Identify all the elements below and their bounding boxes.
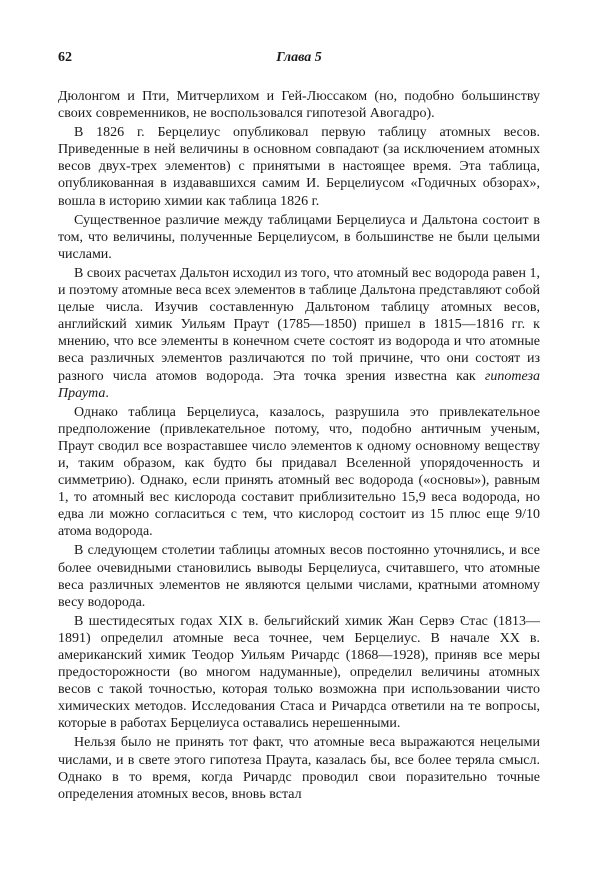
prout-hypothesis-term: гипотеза Праута <box>58 368 540 401</box>
paragraph-2: В 1826 г. Берцелиус опубликовал первую таблицу атомных весов. Приведенные в ней величины в основном совпадают (за исключением атомных весов двух-трех элементов) с принятыми в настоящее время. Эта таблица, опубликованная в издававшихся самим И. Берцелиусом «Годичных обзорах», вошла в историю химии как таблица 1826 г. <box>58 125 540 209</box>
body-text <box>58 88 540 803</box>
chapter-title: Глава 5 <box>276 50 322 65</box>
paragraph-1: Дюлонгом и Пти, Митчерлихом и Гей-Люссаком (но, подобно большинству своих современников, не воспользовался гипотезой Авогадро). <box>58 89 540 122</box>
paragraph-7: В шестидесятых годах XIX в. бельгийский химик Жан Сервэ Стас (1813—1891) определил атомные веса точнее, чем Берцелиус. В начале XX в. американский химик Теодор Уильям Ричардс (1868—1928), приняв все меры предосторожности (во многом надуманные), определил величины атомных весов с такой точностью, которая только возможна при использовании чисто химических методов. Исследования Стаса и Ричардса ответили на те вопросы, которые в работах Берцелиуса оставались нерешенными. <box>58 613 540 732</box>
paragraph-6: В следующем столетии таблицы атомных весов постоянно уточнялись, и все более очевидными становились выводы Берцелиуса, считавшего, что атомные веса различных элементов не являются целыми числами, кратными атомному весу водорода. <box>58 543 540 610</box>
paragraph-5: Однако таблица Берцелиуса, казалось, разрушила это привлекательное предположение (привлекательное потому, что, подобно античным ученым, Праут сводил все возраставшее число элементов к одному основному веществу и, таким образом, как будто бы придавал Вселенной упорядоченность и симметрию). Однако, если принять атомный вес водорода («основы»), равным 1, то атомный вес кислорода составит приблизительно 15,9 веса водорода, но едва ли можно согласиться с тем, что кислород состоит из 15 плюс еще 9/10 атома водорода. <box>58 404 540 540</box>
page-number: 62 <box>58 50 72 65</box>
paragraph-4-text: В своих расчетах Дальтон исходил из того, что атомный вес водорода равен 1, и поэтому атомные веса всех элементов в таблице Дальтона представляют собой целые числа. Изучив составленную Дальтоном таблицу атомных весов, английский химик Уильям Праут (1785—1850) пришел в 1815—1816 гг. к мнению, что все элементы в конечном счете состоят из водорода и что атомные веса различных элементов различаются по той причине, что они состоят из разного числа атомов водорода. Эта точка зрения известна как <box>58 265 540 384</box>
paragraph-4-end: . <box>105 385 109 401</box>
book-page <box>58 50 540 803</box>
paragraph-8: Нельзя было не принять тот факт, что атомные веса выражаются нецелыми числами, и в свете этого гипотеза Праута, казалась бы, все более теряла смысл. Однако в то время, когда Ричардс проводил свои поразительно точные определения атомных весов, вновь встал <box>58 735 540 802</box>
running-head <box>58 50 540 72</box>
paragraph-4 <box>58 265 540 402</box>
paragraph-3: Существенное различие между таблицами Берцелиуса и Дальтона состоит в том, что величины, полученные Берцелиусом, в большинстве не были целыми числами. <box>58 212 540 262</box>
